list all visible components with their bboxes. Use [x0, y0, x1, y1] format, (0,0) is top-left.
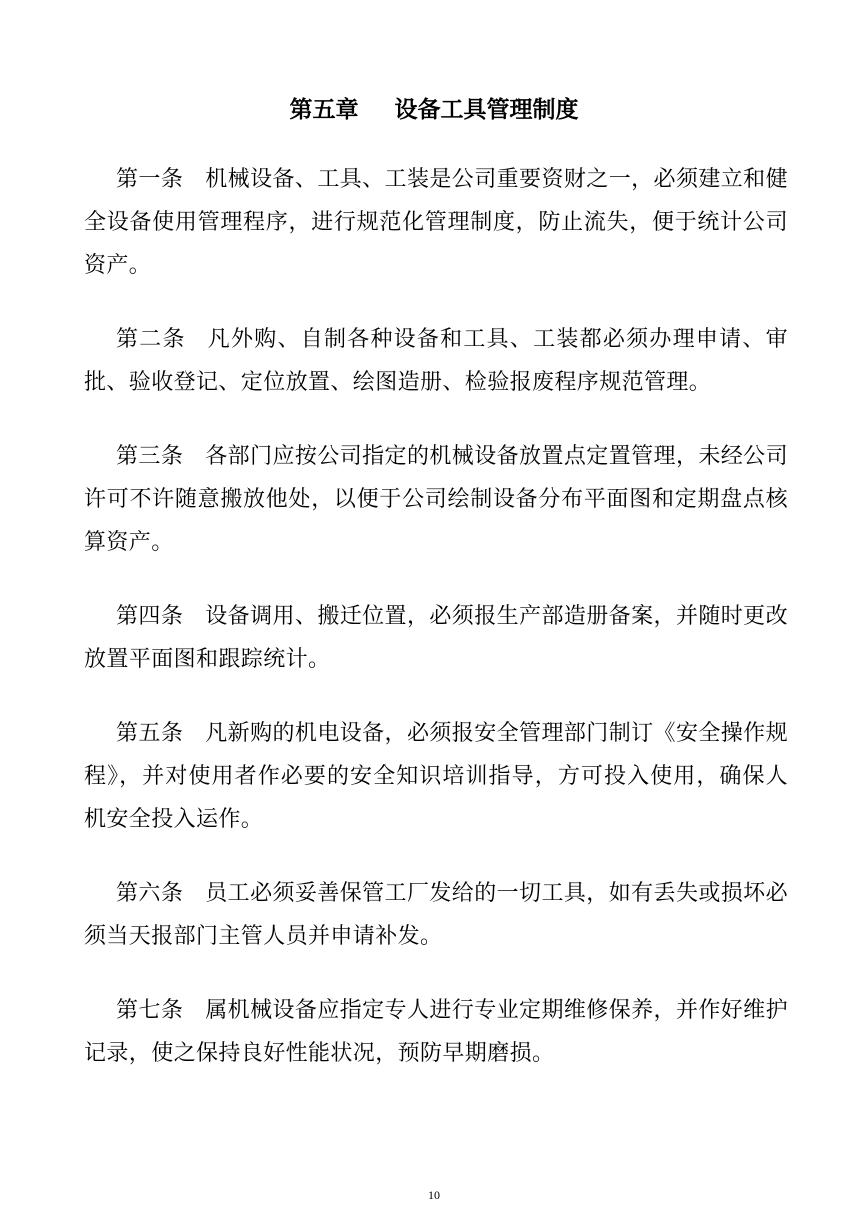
article-text: 员工必须妥善保管工厂发给的一切工具，如有丢失或损坏必须当天报部门主管人员并申请补发。: [84, 881, 789, 949]
article-text: 设备调用、搬迁位置，必须报生产部造册备案，并随时更改放置平面图和跟踪统计。: [84, 604, 789, 672]
article-number: 第一条: [116, 167, 184, 192]
article-text: 各部门应按公司指定的机械设备放置点定置管理，未经公司许可不许随意搬放他处，以便于公司绘制设备分布平面图和定期盘点核算资产。: [84, 444, 789, 555]
chapter-number: 第五章: [289, 96, 359, 123]
article-number: 第六条: [116, 881, 184, 906]
article-5: [84, 712, 788, 841]
article-6: [84, 872, 788, 958]
article-text: 属机械设备应指定专人进行专业定期维修保养，并作好维护记录，使之保持良好性能状况，预防早期磨损。: [84, 998, 789, 1066]
article-1: [84, 158, 788, 287]
article-2: [84, 318, 788, 404]
document-body: [84, 158, 788, 1106]
page-title: [0, 92, 868, 128]
article-number: 第五条: [116, 721, 184, 746]
article-3: [84, 435, 788, 564]
chapter-title: 设备工具管理制度: [394, 96, 579, 123]
page-number: 10: [428, 1188, 440, 1202]
article-4: [84, 595, 788, 681]
article-number: 第七条: [116, 998, 184, 1023]
article-text: 机械设备、工具、工装是公司重要资财之一，必须建立和健全设备使用管理程序，进行规范化管理制度，防止流失，便于统计公司资产。: [84, 167, 789, 278]
article-number: 第二条: [116, 327, 186, 352]
article-text: 凡新购的机电设备，必须报安全管理部门制订《安全操作规程》，并对使用者作必要的安全知识培训指导，方可投入使用，确保人机安全投入运作。: [84, 721, 789, 832]
article-number: 第三条: [116, 444, 184, 469]
article-7: [84, 989, 788, 1075]
article-text: 凡外购、自制各种设备和工具、工装都必须办理申请、审批、验收登记、定位放置、绘图造册、检验报废程序规范管理。: [84, 327, 788, 395]
article-number: 第四条: [116, 604, 184, 629]
